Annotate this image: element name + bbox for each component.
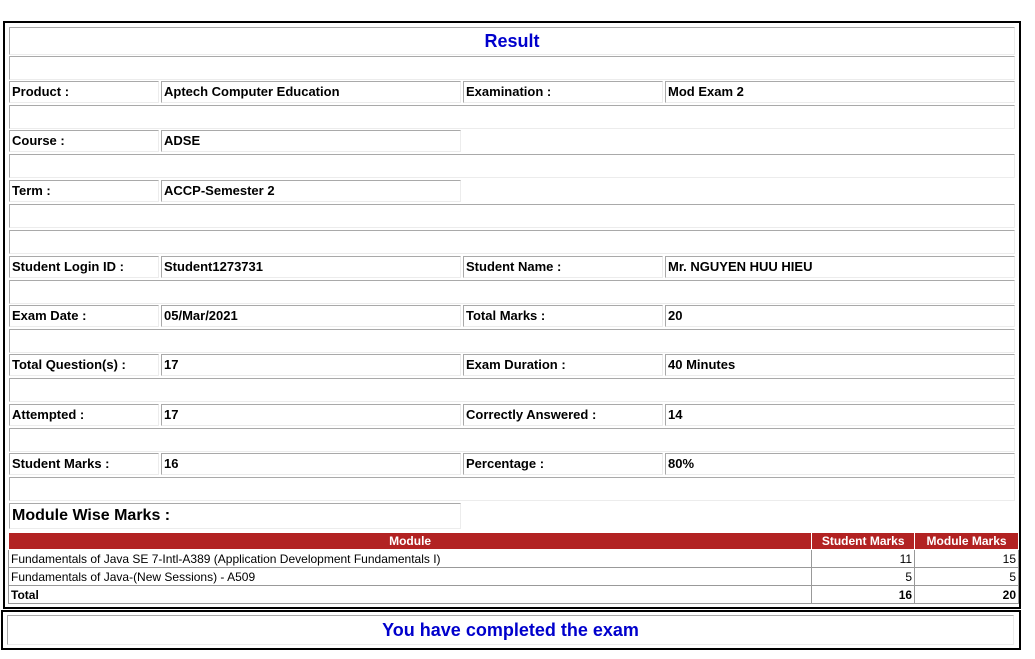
name-value: Mr. NGUYEN HUU HIEU [668, 259, 813, 274]
completion-panel [1, 610, 1021, 650]
student-marks-label: Student Marks : [12, 456, 110, 471]
term-value: ACCP-Semester 2 [164, 183, 275, 198]
exam-date-label: Exam Date : [12, 308, 87, 323]
module-name-cell: Fundamentals of Java SE 7-Intl-A389 (Application Development Fundamentals I) [9, 550, 812, 568]
total-marks-value: 20 [668, 308, 683, 323]
examination-label: Examination : [466, 84, 552, 99]
login-value: Student1273731 [164, 259, 263, 274]
spacer-row [9, 477, 1015, 501]
examination-value: Mod Exam 2 [668, 84, 744, 99]
table-row [9, 550, 1019, 568]
spacer-row [9, 230, 1015, 254]
table-row [9, 568, 1019, 586]
total-label-cell: Total [9, 586, 812, 604]
student-marks-value-cell [161, 453, 461, 475]
course-label: Course : [12, 133, 65, 148]
module-marks-cell: 5 [915, 568, 1019, 586]
module-name-cell: Fundamentals of Java-(New Sessions) - A509 [9, 568, 812, 586]
student-marks-cell: 5 [812, 568, 915, 586]
total-module-marks-cell: 20 [915, 586, 1019, 604]
percentage-value: 80% [668, 456, 695, 471]
column-header-module-marks: Module Marks [915, 533, 1019, 550]
total-questions-label: Total Question(s) : [12, 357, 126, 372]
attempted-value-cell [161, 404, 461, 426]
module-marks-table [8, 532, 1019, 604]
attempted-value: 17 [164, 407, 179, 422]
total-questions-value: 17 [164, 357, 179, 372]
duration-label: Exam Duration : [466, 357, 566, 372]
column-header-module: Module [9, 533, 812, 550]
completion-message: You have completed the exam [382, 620, 639, 640]
spacer-row [9, 329, 1015, 353]
table-total-row [9, 586, 1019, 604]
student-marks-value: 16 [164, 456, 179, 471]
percentage-value-cell [665, 453, 1015, 475]
spacer-row [9, 154, 1015, 178]
product-value: Aptech Computer Education [164, 84, 340, 99]
spacer-row [9, 56, 1015, 80]
correct-label: Correctly Answered : [466, 407, 597, 422]
spacer-row [9, 378, 1015, 402]
total-questions-value-cell [161, 354, 461, 376]
attempted-label: Attempted : [12, 407, 85, 422]
correct-value: 14 [668, 407, 683, 422]
student-marks-cell: 11 [812, 550, 915, 568]
spacer-row [9, 204, 1015, 228]
login-label: Student Login ID : [12, 259, 124, 274]
module-marks-cell: 15 [915, 550, 1019, 568]
term-label: Term : [12, 183, 51, 198]
result-panel [3, 21, 1021, 609]
total-student-marks-cell: 16 [812, 586, 915, 604]
duration-value: 40 Minutes [668, 357, 736, 372]
percentage-label: Percentage : [466, 456, 545, 471]
total-marks-value-cell [665, 305, 1015, 327]
course-value-cell [161, 130, 461, 152]
spacer-row [9, 280, 1015, 304]
correct-value-cell [665, 404, 1015, 426]
total-marks-label: Total Marks : [466, 308, 546, 323]
course-value: ADSE [164, 133, 201, 148]
spacer-row [9, 428, 1015, 452]
spacer-row [9, 105, 1015, 129]
column-header-student-marks: Student Marks [812, 533, 915, 550]
result-title: Result [484, 31, 540, 51]
table-header-row [9, 533, 1019, 550]
module-wise-heading: Module Wise Marks : [12, 507, 171, 524]
exam-date-value: 05/Mar/2021 [164, 308, 238, 323]
name-label: Student Name : [466, 259, 562, 274]
product-label: Product : [12, 84, 70, 99]
